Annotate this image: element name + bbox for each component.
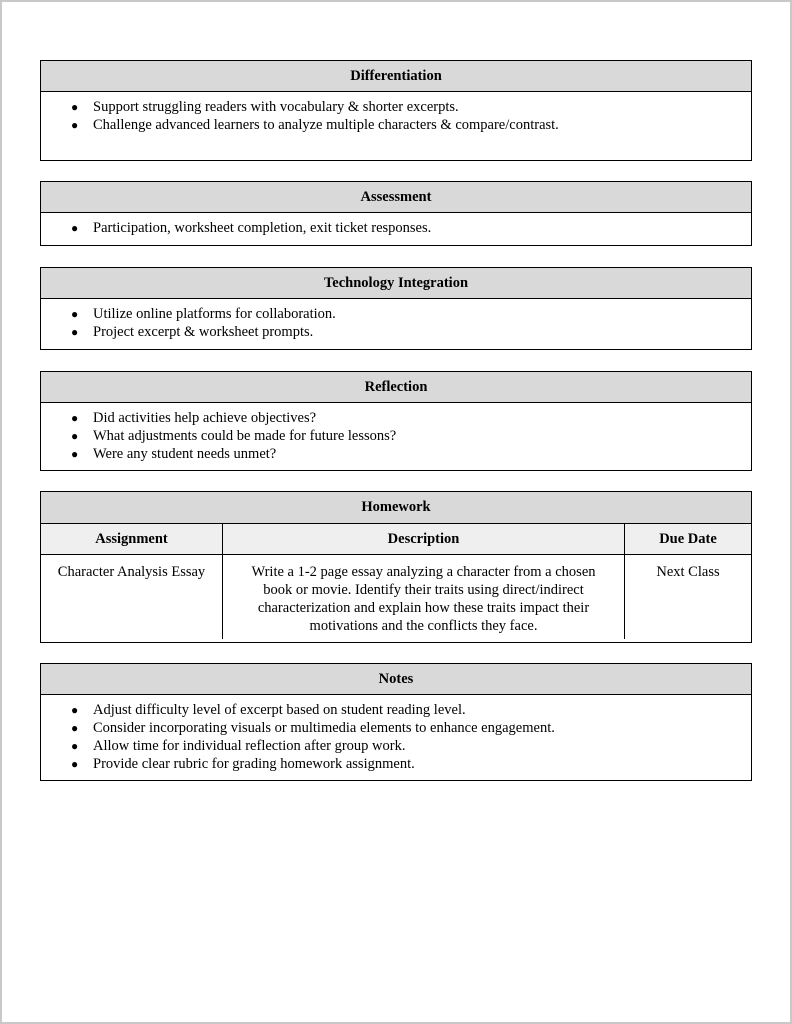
list-item: ● Utilize online platforms for collaboration. [71,306,336,322]
differentiation-heading: Differentiation [41,61,751,92]
reflection-section [40,371,752,471]
bullet-icon: ● [71,221,79,235]
due-date-cell: Next Class [625,555,752,640]
homework-heading: Homework [41,492,751,524]
column-header-description: Description [223,524,625,555]
column-header-assignment: Assignment [41,524,223,555]
bullet-icon: ● [71,100,79,114]
bullet-icon: ● [71,703,79,717]
list-item: ● What adjustments could be made for future lessons? [71,428,397,444]
technology-integration-section [40,267,752,350]
list-item: ● Project excerpt & worksheet prompts. [71,324,314,340]
homework-section [40,491,752,643]
reflection-list [41,403,751,463]
assessment-heading: Assessment [41,182,751,213]
bullet-icon: ● [71,118,79,132]
list-item: ● Did activities help achieve objectives? [71,410,317,426]
list-item: ● Provide clear rubric for grading homework assignment. [71,756,415,772]
technology-integration-heading: Technology Integration [41,268,751,299]
notes-heading: Notes [41,664,751,695]
list-item: ● Challenge advanced learners to analyze multiple characters & compare/contrast. [71,117,559,133]
list-item: ● Participation, worksheet completion, exit ticket responses. [71,220,432,236]
bullet-icon: ● [71,411,79,425]
list-item: ● Adjust difficulty level of excerpt based on student reading level. [71,702,466,718]
description-cell: Write a 1-2 page essay analyzing a character from a chosen book or movie. Identify their traits using direct/indirect characterization and explain how these traits impact their motivations and the conflicts they face. [223,555,625,640]
differentiation-list [41,92,751,134]
bullet-icon: ● [71,721,79,735]
differentiation-section [40,60,752,161]
technology-integration-list [41,299,751,341]
homework-table [41,492,751,639]
assessment-section [40,181,752,246]
assessment-list [41,213,751,237]
bullet-icon: ● [71,447,79,461]
list-item: ● Consider incorporating visuals or multimedia elements to enhance engagement. [71,720,555,736]
assignment-cell: Character Analysis Essay [41,555,223,640]
bullet-icon: ● [71,307,79,321]
notes-section [40,663,752,781]
bullet-icon: ● [71,325,79,339]
bullet-icon: ● [71,429,79,443]
list-item: ● Were any student needs unmet? [71,446,277,462]
bullet-icon: ● [71,739,79,753]
list-item: ● Support struggling readers with vocabulary & shorter excerpts. [71,99,459,115]
reflection-heading: Reflection [41,372,751,403]
bullet-icon: ● [71,757,79,771]
notes-list [41,695,751,773]
list-item: ● Allow time for individual reflection after group work. [71,738,406,754]
column-header-due-date: Due Date [625,524,752,555]
table-row [41,555,751,640]
